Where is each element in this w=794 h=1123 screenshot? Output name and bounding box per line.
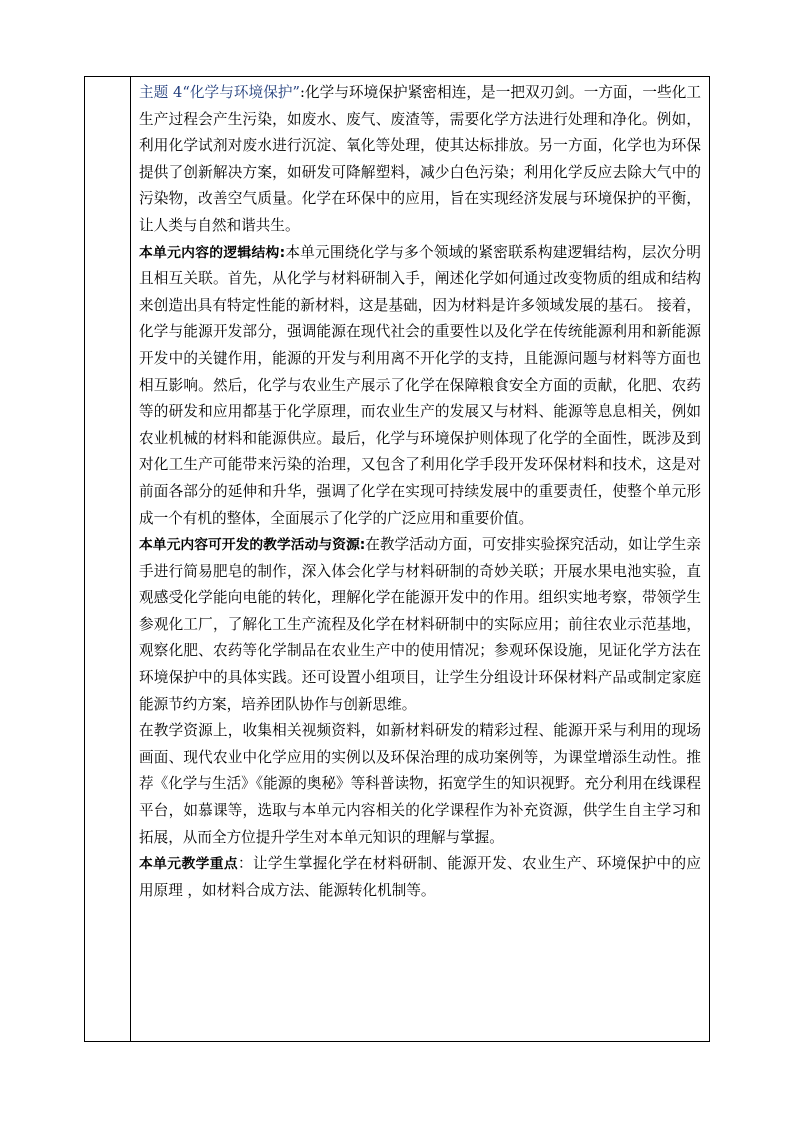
logic-text: 本单元围绕化学与多个领域的紧密联系构建逻辑结构，层次分明且相互关联。首先，从化学与材料研制入手，阐述化学如何通过改变物质的组成和结构来创造出具有特定性能的新材料，这是基础，因为材料是许多领域发展的基石。 接着，化学与能源开发部分，强调能源在现代社会的重要性以及化学在传统能源利用和新能源开发中的关键作用，能源的开发与利用离不开化学的支持，且能源问题与材料等方面也相互影响。然后，化学与农业生产展示了化学在保障粮食安全方面的贡献，化肥、农药等的研发和应用都基于化学原理，而农业生产的发展又与材料、能源等息息相关，例如农业机械的材料和能源供应。最后，化学与环境保护则体现了化学的全面性，既涉及到对化工生产可能带来污染的治理，又包含了利用化学手段开发环保材料和技术，这是对前面各部分的延伸和升华，强调了化学在实现可持续发展中的重要责任，使整个单元形成一个有机的整体，全面展示了化学的广泛应用和重要价值。 [139, 243, 701, 527]
logic-heading: 本单元内容的逻辑结构: [139, 244, 286, 261]
resources-text: 在教学资源上，收集相关视频资料，如新材料研发的精彩过程、能源开采与利用的现场画面、现代农业中化学应用的实例以及环保治理的成功案例等，为课堂增添生动性。推荐《化学与生活》《能源的奥秘》等科普读物，拓宽学生的知识视野。充分利用在线课程平台，如慕课等，选取与本单元内容相关的化学课程作为补充资源，供学生自主学习和拓展，从而全方位提升学生对本单元知识的理解与掌握。 [139, 722, 701, 846]
topic4-title: 主题 4“化学与环境保护” [139, 84, 301, 101]
keypoints-text: ：让学生掌握化学在材料研制、能源开发、农业生产、环境保护中的应用原理 ，如材料合成方法、能源转化机制等。 [139, 855, 701, 899]
keypoints-paragraph [139, 851, 701, 904]
resources-paragraph [139, 718, 701, 851]
keypoints-heading: 本单元教学重点 [139, 856, 239, 873]
label-column [85, 77, 131, 1041]
topic4-text: :化学与环境保护紧密相连，是一把双刃剑。一方面，一些化工生产过程会产生污染，如废水、废气、废渣等，需要化学方法进行处理和净化。例如，利用化学试剂对废水进行沉淀、氧化等处理，使其达标排放。另一方面，化学也为环保提供了创新解决方案，如研发可降解塑料，减少白色污染；利用化学反应去除大气中的污染物，改善空气质量。化学在环保中的应用，旨在实现经济发展与环境保护的平衡，让人类与自然和谐共生。 [139, 84, 701, 234]
lesson-plan-table [84, 76, 710, 1042]
activities-paragraph [139, 532, 701, 718]
logic-paragraph [139, 240, 701, 533]
topic4-paragraph [139, 80, 701, 240]
content-cell [131, 77, 709, 1041]
activities-heading: 本单元内容可开发的教学活动与资源: [139, 537, 366, 554]
activities-text: 在教学活动方面，可安排实验探究活动，如让学生亲手进行简易肥皂的制作，深入体会化学与材料研制的奇妙关联；开展水果电池实验，直观感受化学能向电能的转化，理解化学在能源开发中的作用。组织实地考察，带领学生参观化工厂，了解化工生产流程及化学在材料研制中的实际应用；前往农业示范基地，观察化肥、农药等化学制品在农业生产中的使用情况；参观环保设施，见证化学方法在环境保护中的具体实践。还可设置小组项目，让学生分组设计环保材料产品或制定家庭能源节约方案，培养团队协作与创新思维。 [139, 536, 701, 713]
